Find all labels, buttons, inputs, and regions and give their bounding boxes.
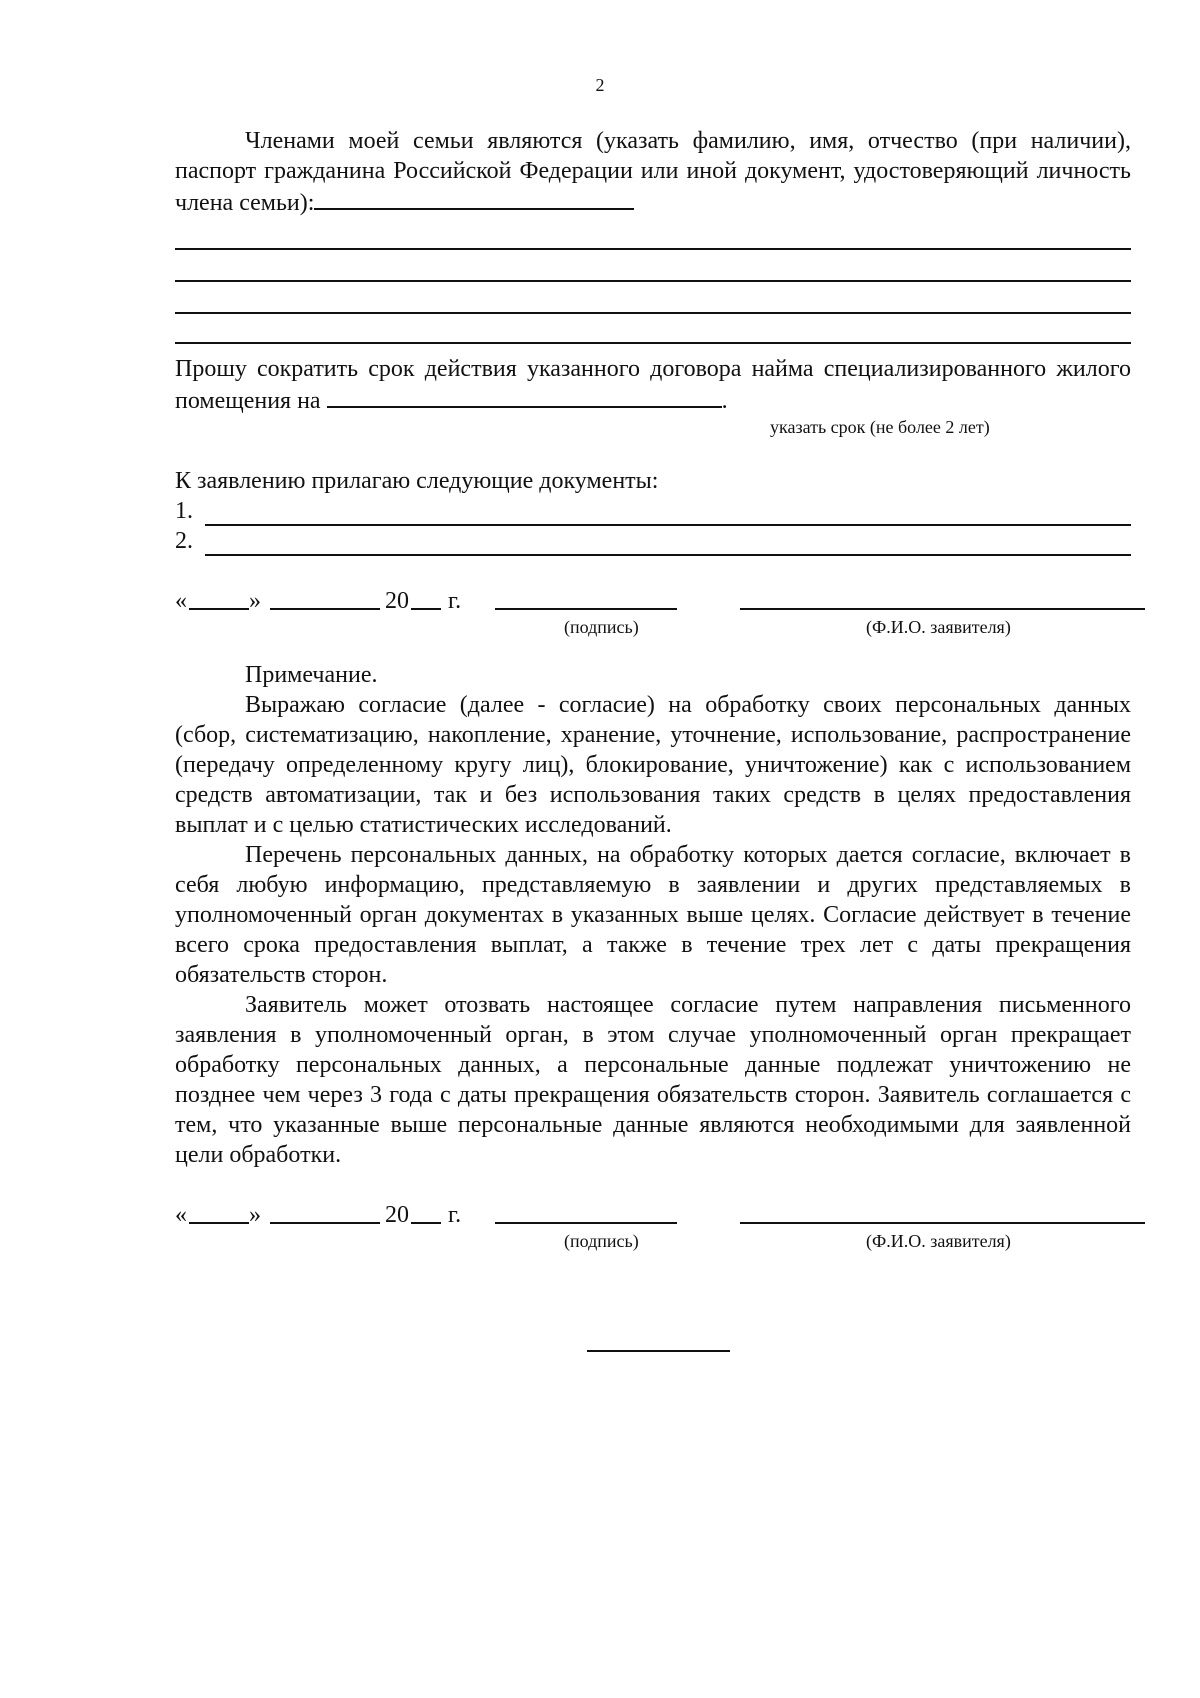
- term-end-mark: .: [721, 388, 728, 414]
- request-text: [175, 354, 1131, 416]
- family-members-text: [175, 126, 1131, 218]
- attachments-heading: К заявлению прилагаю следующие документы:: [175, 468, 659, 494]
- applicant-name-caption: (Ф.И.О. заявителя): [866, 1231, 1011, 1251]
- year-field[interactable]: [411, 608, 441, 610]
- applicant-name-field[interactable]: [740, 608, 1145, 610]
- attachment-field-2[interactable]: [205, 532, 1131, 556]
- year-prefix: 20: [385, 588, 409, 614]
- signature-caption: (подпись): [564, 1231, 639, 1251]
- family-members-line-2[interactable]: [175, 250, 1131, 282]
- quote-close: »: [249, 1202, 261, 1228]
- note-title: Примечание.: [245, 662, 378, 688]
- year-prefix: 20: [385, 1202, 409, 1228]
- signature-captions-1: [175, 616, 1131, 640]
- applicant-name-caption: (Ф.И.О. заявителя): [866, 617, 1011, 637]
- note-paragraph-2: Перечень персональных данных, на обработку которых дается согласие, включает в себя любую информацию, представляемую в заявлении и других представляемых в уполномоченный орган документах в указанных выше целях. Согласие действует в течение всего срока предоставления выплат, а также в течение трех лет с даты прекращения обязательств сторон.: [175, 842, 1131, 988]
- quote-open: «: [175, 588, 187, 614]
- signature-captions-2: [175, 1230, 1131, 1254]
- signature-field[interactable]: [495, 608, 677, 610]
- year-field[interactable]: [411, 1222, 441, 1224]
- signature-field[interactable]: [495, 1222, 677, 1224]
- quote-close: »: [249, 588, 261, 614]
- day-field[interactable]: [189, 1222, 249, 1224]
- document-body: [175, 126, 1131, 1254]
- term-caption: указать срок (не более 2 лет): [770, 417, 990, 437]
- year-suffix: г.: [448, 1202, 462, 1228]
- family-members-line-3[interactable]: [175, 282, 1131, 314]
- family-members-label: Членами моей семьи являются (указать фамилию, имя, отчество (при наличии), паспорт гражданина Российской Федерации или иной документ, удостоверяющий личность члена семьи):: [175, 128, 1131, 216]
- signature-row-2: [175, 1200, 1131, 1230]
- quote-open: «: [175, 1202, 187, 1228]
- family-members-line-4[interactable]: [175, 314, 1131, 344]
- family-members-line-1[interactable]: [175, 218, 1131, 250]
- applicant-name-field[interactable]: [740, 1222, 1145, 1224]
- signature-caption: (подпись): [564, 617, 639, 637]
- day-field[interactable]: [189, 608, 249, 610]
- note-paragraph-1: Выражаю согласие (далее - согласие) на обработку своих персональных данных (сбор, систематизацию, накопление, хранение, уточнение, использование, распространение (передачу определенному кругу лиц), блокирование, уничтожение) как с использованием средств автоматизации, так и без использования таких средств в целях предоставления выплат и с целью статистических исследований.: [175, 692, 1131, 838]
- term-field[interactable]: [327, 384, 722, 408]
- attachment-number-1: 1.: [175, 498, 193, 524]
- end-of-document-rule: [587, 1350, 730, 1352]
- attachment-field-1[interactable]: [205, 502, 1131, 526]
- month-field[interactable]: [270, 608, 380, 610]
- request-label: Прошу сократить срок действия указанного договора найма специализированного жилого помещения на: [175, 356, 1131, 414]
- attachment-number-2: 2.: [175, 528, 193, 554]
- family-members-field[interactable]: [314, 186, 634, 210]
- attachment-item-2: [175, 526, 1131, 556]
- page-number: 2: [595, 75, 605, 95]
- signature-row-1: [175, 586, 1131, 616]
- note-paragraph-3: Заявитель может отозвать настоящее согласие путем направления письменного заявления в уполномоченный орган, в этом случае уполномоченный орган прекращает обработку персональных данных, а персональные данные подлежат уничтожению не позднее чем через 3 года с даты прекращения обязательств сторон. Заявитель соглашается с тем, что указанные выше персональные данные являются необходимыми для заявленной цели обработки.: [175, 992, 1131, 1168]
- attachment-item-1: [175, 496, 1131, 526]
- year-suffix: г.: [448, 588, 462, 614]
- month-field[interactable]: [270, 1222, 380, 1224]
